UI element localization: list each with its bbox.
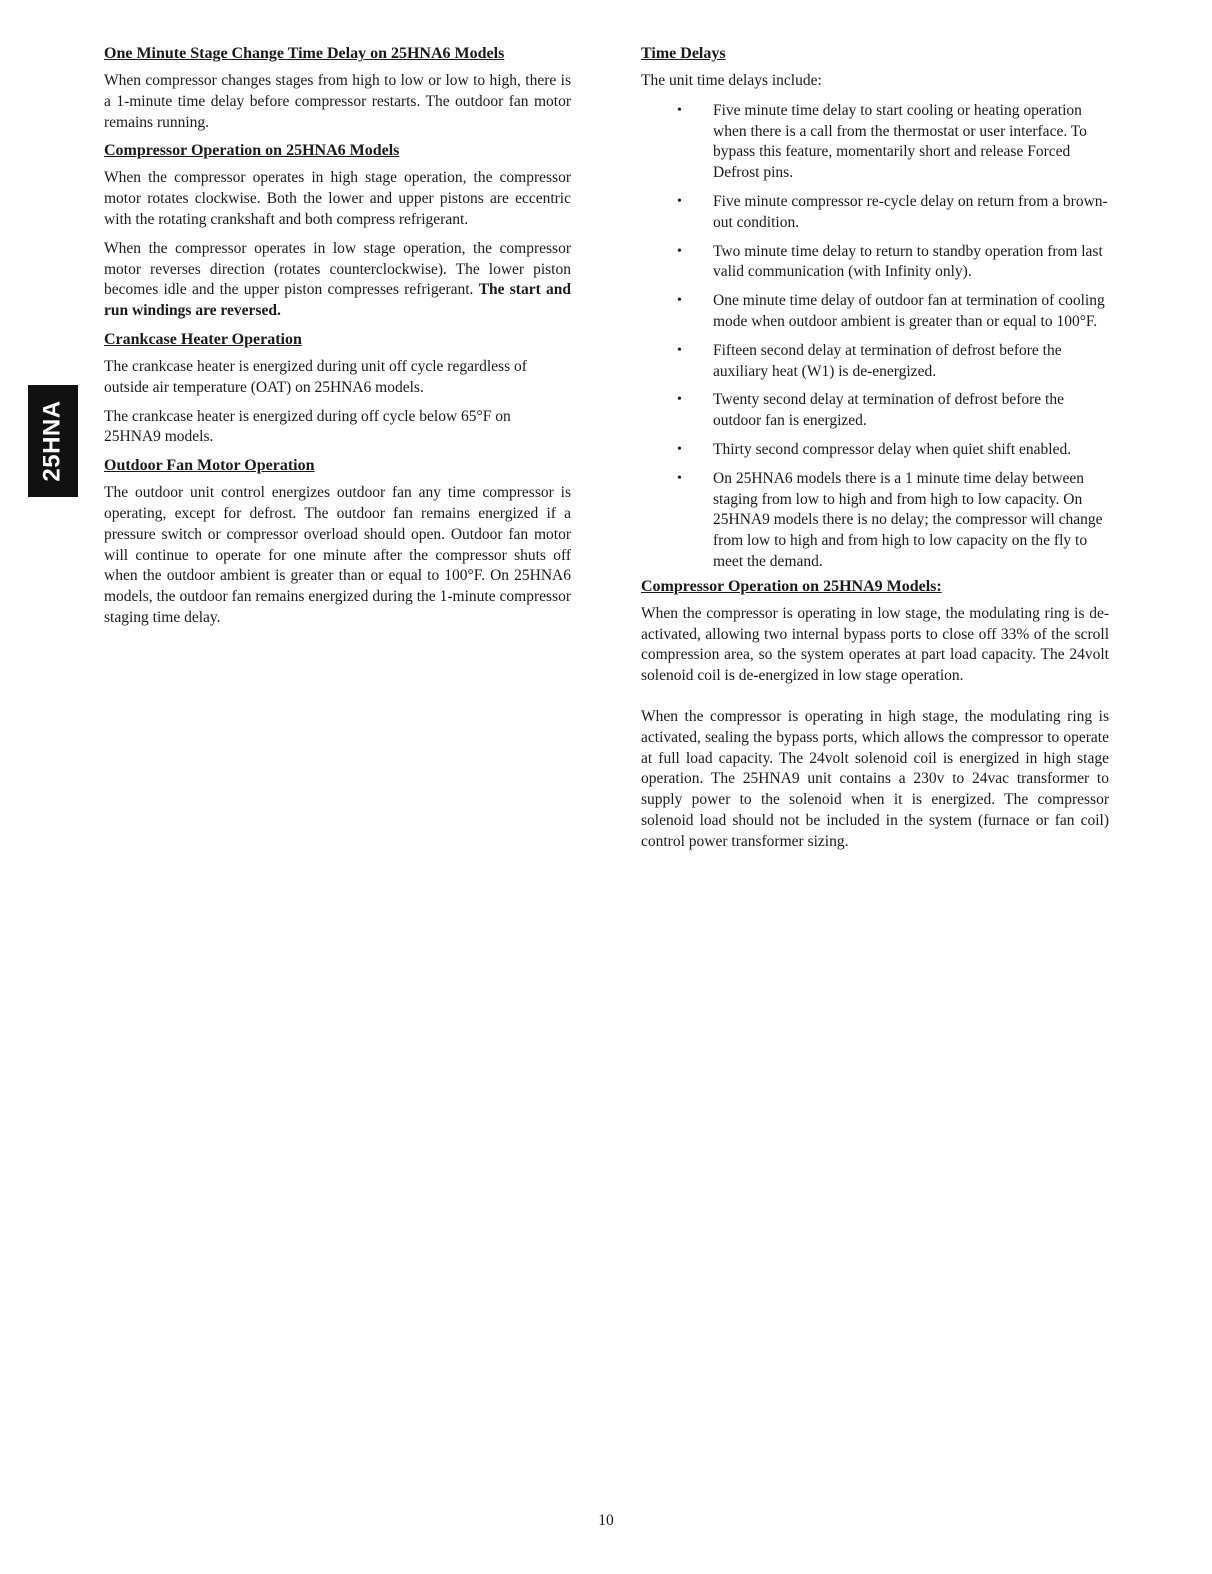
heading-stage-change-delay: One Minute Stage Change Time Delay on 25HNA6 Models: [104, 45, 505, 62]
list-item: [641, 101, 1109, 184]
heading-crankcase-heater: Crankcase Heater Operation: [104, 330, 302, 348]
bullet-icon: •: [677, 470, 682, 486]
paragraph: When compressor changes stages from high to low or low to high, there is a 1-minute time delay before compressor restarts. The outdoor fan motor remains running.: [104, 72, 571, 131]
list-item-text: Five minute time delay to start cooling or heating operation when there is a call from the thermostat or user interface. To bypass this feature, momentarily short and release Forced Defrost pins.: [713, 101, 1087, 182]
bullet-icon: •: [677, 392, 682, 408]
paragraph: When the compressor is operating in high stage, the modulating ring is activated, sealing the bypass ports, which allows the compressor to operate at full load capacity. The 24volt solenoid coil is energized in high stage operation. The 25HNA9 unit contains a 230v to 24vac transformer to supply power to the solenoid when it is energized. The compressor solenoid load should not be included in the system (furnace or fan coil) control power transformer sizing.: [641, 707, 1109, 850]
paragraph-intro: The unit time delays include:: [641, 72, 822, 89]
paragraph: The crankcase heater is energized during off cycle below 65°F on 25HNA9 models.: [104, 407, 511, 446]
left-column: [104, 40, 571, 637]
paragraph: [104, 239, 571, 322]
time-delay-list: [641, 101, 1109, 573]
paragraph: When the compressor operates in high stage operation, the compressor motor rotates clockwise. Both the lower and upper pistons are eccentric with the rotating crankshaft and both compress refrigerant.: [104, 169, 571, 228]
heading-outdoor-fan: Outdoor Fan Motor Operation: [104, 457, 315, 475]
bullet-icon: •: [677, 102, 682, 118]
list-item-text: One minute time delay of outdoor fan at termination of cooling mode when outdoor ambient is greater than or equal to 100°F.: [713, 292, 1105, 330]
list-item-text: Fifteen second delay at termination of defrost before the auxiliary heat (W1) is de-energized.: [713, 341, 1062, 380]
list-item: [641, 469, 1109, 573]
list-item: [641, 341, 1109, 383]
paragraph-bold-text: The start and run windings are reversed.: [104, 281, 571, 320]
bullet-icon: •: [677, 293, 682, 309]
list-item-text: On 25HNA6 models there is a 1 minute time delay between staging from low to high and from high to low capacity. On 25HNA9 models there is no delay; the compressor will change from low to high and from high to low capacity on the fly to meet the demand.: [713, 469, 1103, 570]
page-number: 10: [598, 1512, 614, 1529]
bullet-icon: •: [677, 193, 682, 209]
paragraph: The outdoor unit control energizes outdoor fan any time compressor is operating, except for defrost. The outdoor fan remains energized if a pressure switch or compressor overload should open. Outdoor fan motor will continue to operate for one minute after the compressor shuts off when the outdoor ambient is greater than or equal to 100°F. On 25HNA6 models, the outdoor fan remains energized during the 1-minute compressor staging time delay.: [104, 484, 571, 626]
list-item-text: Thirty second compressor delay when quiet shift enabled.: [713, 440, 1072, 458]
paragraph: The crankcase heater is energized during unit off cycle regardless of outside air temperature (OAT) on 25HNA6 models.: [104, 357, 527, 396]
list-item-text: Twenty second delay at termination of defrost before the outdoor fan is energized.: [713, 391, 1064, 430]
heading-compressor-25hna9: Compressor Operation on 25HNA9 Models:: [641, 577, 942, 595]
bullet-icon: •: [677, 441, 682, 457]
side-tab-label: 25HNA: [39, 400, 67, 482]
heading-compressor-25hna6: Compressor Operation on 25HNA6 Models: [104, 142, 400, 160]
bullet-icon: •: [677, 243, 682, 259]
list-item: [641, 440, 1109, 461]
paragraph: When the compressor is operating in low stage, the modulating ring is de-activated, allowing two internal bypass ports to close off 33% of the scroll compression area, so the system operates at part load capacity. The 24volt solenoid coil is de-energized in low stage operation.: [641, 604, 1109, 685]
list-item: [641, 242, 1109, 284]
heading-time-delays: Time Delays: [641, 45, 726, 62]
list-item-text: Two minute time delay to return to standby operation from last valid communication (with Infinity only).: [713, 242, 1103, 281]
list-item: [641, 390, 1109, 432]
list-item-text: Five minute compressor re-cycle delay on return from a brown-out condition.: [713, 192, 1108, 231]
list-item: [641, 291, 1109, 333]
paragraph-text: When the compressor operates in low stage operation, the compressor motor reverses direction (rotates counterclockwise). The lower piston becomes idle and the upper piston compresses refrigerant.: [104, 239, 571, 299]
side-tab: [28, 385, 78, 497]
bullet-icon: •: [677, 342, 682, 358]
right-column: [641, 40, 1109, 861]
list-item: [641, 192, 1109, 234]
